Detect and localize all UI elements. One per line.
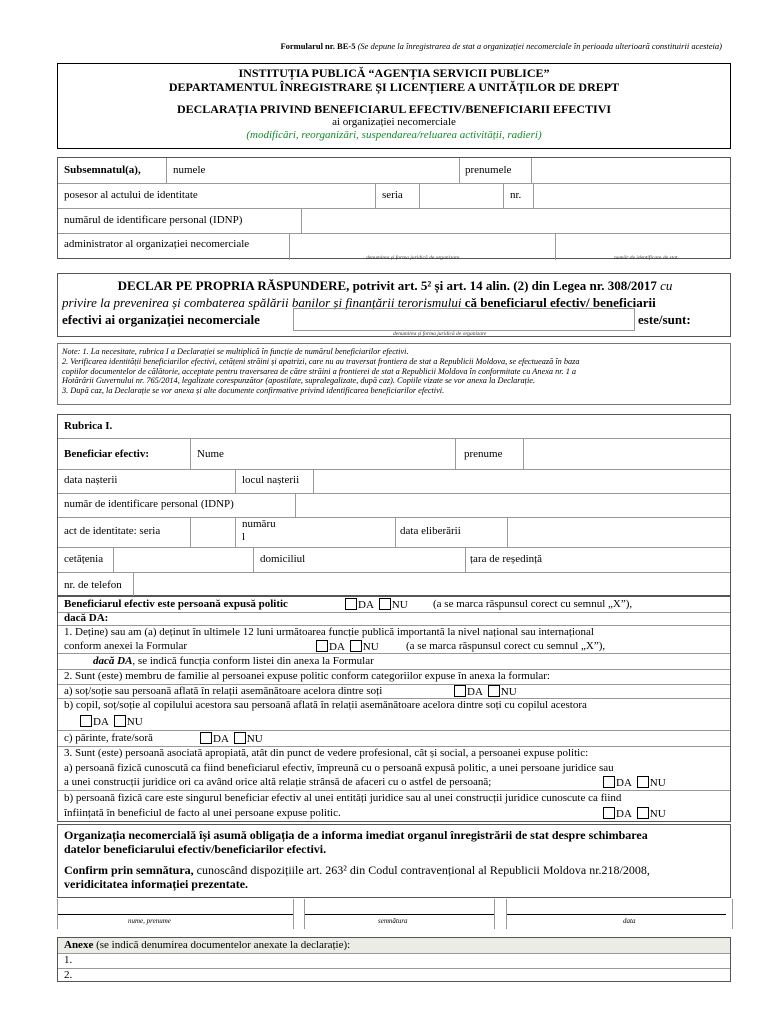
form-note: (Se depune la înregistrarea de stat a organizației necomerciale în perioada ulterioară constituirii acesteia)	[357, 41, 722, 51]
pep-2a-da-label: DA	[467, 686, 483, 698]
pep-3a-checkboxes	[603, 776, 666, 790]
nr-label: nr.	[510, 189, 522, 201]
este-sunt-label: este/sunt:	[638, 312, 691, 327]
pep-3a-1: a) persoană fizică cunoscută ca fiind beneficiarul efectiv, împreună cu o persoană expusă politic, a unei persoane juridice sau	[64, 762, 614, 774]
pep-3b-checkboxes	[603, 807, 666, 821]
obligation-line-2: datelor beneficiarului efectiv/beneficiarilor efectivi.	[64, 842, 327, 856]
daca-da-label: dacă DA:	[64, 612, 109, 624]
declaration-subtitle: ai organizației necomerciale	[332, 116, 456, 128]
pep-3b-nu-label: NU	[649, 808, 666, 820]
confirm-bold: Confirm prin semnătura,	[64, 863, 194, 877]
row-idnp	[58, 208, 730, 234]
data-eliberarii-label: data eliberării	[400, 525, 461, 537]
note-2b: copiilor documentelor de călătorie, acceptate pentru traversarea de către străini a frontierei de stat a Republicii Moldova în conformitate cu Anexa nr. 1 a	[62, 366, 577, 376]
pep-3a-nu-label: NU	[649, 777, 666, 789]
cetatenia-label: cetățenia	[64, 553, 104, 565]
pep-1c-text: , se indică funcția conform listei din anexa la Formular	[132, 655, 374, 667]
anexe-item-2[interactable]: 2.	[64, 969, 73, 981]
pep-2b-da-checkbox[interactable]	[80, 715, 92, 727]
pep-section	[57, 596, 731, 822]
pep-nu-checkbox[interactable]	[379, 598, 391, 610]
institution-line-1: INSTITUȚIA PUBLICĂ “AGENȚIA SERVICII PUBLICE”	[238, 66, 550, 80]
note-2c: Hotărârii Guvernului nr. 765/2014, legalizate corespunzător (apostilate, supralegalizate, după caz). Copiile vizate se vor anexa la Declarație.	[62, 376, 536, 386]
pep-1b: conform anexei la Formular	[64, 640, 188, 652]
pep-3b-da-checkbox[interactable]	[603, 807, 615, 819]
pep-1-hint: (a se marca răspunsul corect cu semnul „X”),	[406, 640, 606, 652]
numarul-label-2: l	[242, 531, 246, 543]
rubrica-title: Rubrica I.	[64, 420, 113, 432]
obligation-box	[57, 824, 731, 898]
pep-2a: a) soț/soție sau persoană aflată în relații asemănătoare acelora dintre soți	[64, 685, 383, 697]
declar-part-1-italic: cu	[656, 278, 673, 293]
nume-label: Nume	[197, 448, 224, 460]
pep-3: 3. Sunt (este) persoană asociată apropiată, atât din punct de vedere profesional, cât și social, a persoanei expuse politic:	[64, 747, 589, 759]
data-nasterii-label: data nașterii	[64, 474, 118, 486]
pep-question: Beneficiarul efectiv este persoană expusă politic	[64, 598, 288, 610]
pep-3b-nu-checkbox[interactable]	[637, 807, 649, 819]
subsemnatul-table	[57, 157, 731, 259]
row-identity	[58, 183, 730, 209]
beneficiar-label: Beneficiar efectiv:	[64, 448, 150, 460]
pep-3b-1: b) persoană fizică care este singurul beneficiar efectiv al unei entități juridice sau al unei construcții juridice cunoscute ca fiind	[64, 792, 622, 804]
act-seria-label: act de identitate: seria	[64, 525, 161, 537]
prenume-label: prenume	[464, 448, 503, 460]
pep-1c-bold: dacă DA	[93, 655, 133, 667]
pep-2b-nu-label: NU	[126, 716, 143, 728]
pep-2b-checkboxes	[80, 715, 143, 729]
pep-1-da-checkbox[interactable]	[316, 640, 328, 652]
pep-1-nu-label: NU	[362, 641, 379, 653]
pep-2b-da-label: DA	[93, 716, 109, 728]
sig-sign-label: semnătura	[378, 917, 408, 925]
pep-checkboxes	[345, 598, 408, 612]
rubrica-table	[57, 414, 731, 596]
pep-2c-checkboxes	[200, 732, 263, 746]
row-administrator	[58, 233, 730, 260]
pep-2c-nu-checkbox[interactable]	[234, 732, 246, 744]
pep-2c-da-label: DA	[213, 733, 229, 745]
pep-1-nu-checkbox[interactable]	[350, 640, 362, 652]
note-1: Note: 1. La necesitate, rubrica I a Declarației se multiplică în funcție de numărul beneficiarilor efectivi.	[62, 347, 409, 356]
sig-date-label: data	[623, 917, 636, 925]
anexe-item-1[interactable]: 1.	[64, 954, 73, 966]
declar-part-2: că beneficiarul efectiv/ beneficiarii	[461, 295, 656, 310]
seria-label: seria	[382, 189, 403, 201]
pep-2a-nu-checkbox[interactable]	[488, 685, 500, 697]
declar-part-1: DECLAR PE PROPRIA RĂSPUNDERE, potrivit art. 5² și art. 14 alin. (2) din Legea nr. 308/2017	[117, 278, 657, 293]
pep-2b: b) copil, soț/soție al copilului acestora sau persoană aflată în relații asemănătoare acelora dintre soți cu copilul acestora	[64, 699, 587, 711]
pep-2: 2. Sunt (este) membru de familie al persoanei expuse politic conform categoriilor expuse în anexa la formular:	[64, 670, 550, 682]
pep-2a-checkboxes	[454, 685, 517, 699]
declar-hint: denumirea și forma juridică de organizare	[393, 331, 487, 337]
posesor-label: posesor al actului de identitate	[64, 189, 198, 201]
pep-3a-2: a unei construcții juridice ori ca având orice altă relație strânsă de afaceri cu o astfel de persoană;	[64, 776, 492, 788]
anexe-title-bold: Anexe	[64, 939, 94, 951]
anexe-title	[64, 939, 350, 952]
pep-da-checkbox[interactable]	[345, 598, 357, 610]
pep-1-checkboxes	[316, 640, 379, 654]
anexe-box	[57, 937, 731, 982]
pep-1a: 1. Deține) sau am (a) deținut în ultimele 12 luni următoarea funcție publică importantă la nivel național sau internațional	[64, 626, 594, 638]
signature-area	[57, 899, 733, 929]
pep-3a-da-label: DA	[616, 777, 632, 789]
confirm-text: cunoscând dispozițiile art. 263² din Codul contravențional al Republicii Moldova nr.218/2008,	[193, 863, 650, 877]
obligation-line-1: Organizația necomercială își asumă obligația de a informa imediat organul înregistrării de stat despre schimbarea	[64, 828, 648, 842]
prenumele-label: prenumele	[465, 164, 512, 176]
declaration-scope: (modificări, reorganizări, suspendarea/reluarea activității, radieri)	[246, 129, 542, 141]
pep-2c-nu-label: NU	[246, 733, 263, 745]
institution-box	[57, 63, 731, 149]
locul-nasterii-label: locul nașterii	[242, 474, 300, 486]
note-2a: 2. Verificarea identității beneficiarilor efectivi, cetățeni străini și apatrizi, care nu au traversat frontiera de stat a Republicii Moldova, se efectuează în baza	[62, 356, 580, 366]
pep-nu-label: NU	[391, 599, 408, 611]
pep-2c: c) părinte, frate/soră	[64, 732, 153, 744]
rubrica-idnp-label: număr de identificare personal (IDNP)	[64, 498, 234, 510]
domiciliul-label: domiciliul	[260, 553, 306, 565]
declar-part-2-italic: privire la prevenirea și combaterea spălării banilor și finanțării terorismului	[62, 295, 462, 310]
sig-name-label: nume, prenume	[128, 917, 171, 925]
notes-box	[57, 343, 731, 405]
institution-line-2: DEPARTAMENTUL ÎNREGISTRARE ȘI LICENȚIERE A UNITĂȚILOR DE DREPT	[168, 80, 620, 94]
numarul-label-1: număru	[242, 518, 276, 530]
pep-2a-nu-label: NU	[500, 686, 517, 698]
form-number: Formularul nr. BE-5	[280, 41, 356, 51]
declar-part-3: efectivi ai organizației necomerciale	[62, 312, 260, 327]
pep-2b-nu-checkbox[interactable]	[114, 715, 126, 727]
tara-label: țara de reședință	[470, 553, 543, 565]
pep-3a-da-checkbox[interactable]	[603, 776, 615, 788]
idno-hint: număr de identificare de stat	[614, 255, 678, 261]
confirm-line-2: veridicitatea informației prezentate.	[64, 877, 249, 891]
org-name-hint: denumirea și forma juridică de organizare	[366, 255, 460, 261]
pep-3b-da-label: DA	[616, 808, 632, 820]
pep-2c-da-checkbox[interactable]	[200, 732, 212, 744]
note-3: 3. După caz, la Declarație se vor anexa și alte documente confirmative privind identificarea beneficiarilor efectivi.	[62, 386, 445, 396]
idnp-label: numărul de identificare personal (IDNP)	[64, 214, 243, 226]
form-header	[0, 41, 722, 51]
anexe-hint: (se indică denumirea documentelor anexate la declarație):	[93, 939, 351, 951]
pep-1-da-label: DA	[329, 641, 345, 653]
pep-1c	[93, 655, 374, 668]
pep-3b-2: înființată în beneficiul de facto al unei persoane expuse politic.	[64, 807, 341, 819]
declaration-statement	[57, 273, 731, 337]
declaration-title: DECLARAȚIA PRIVIND BENEFICIARUL EFECTIV/BENEFICIARII EFECTIVI	[176, 102, 612, 116]
subsemnatul-label: Subsemnatul(a),	[64, 164, 141, 176]
confirm-line-1	[64, 863, 650, 877]
telefon-label: nr. de telefon	[64, 579, 122, 591]
pep-2a-da-checkbox[interactable]	[454, 685, 466, 697]
administrator-label: administrator al organizației necomerciale	[64, 238, 250, 250]
numele-label: numele	[173, 164, 206, 176]
pep-da-label: DA	[358, 599, 374, 611]
pep-hint: (a se marca răspunsul corect cu semnul „X”),	[433, 598, 633, 610]
pep-3a-nu-checkbox[interactable]	[637, 776, 649, 788]
row-name	[58, 158, 730, 184]
